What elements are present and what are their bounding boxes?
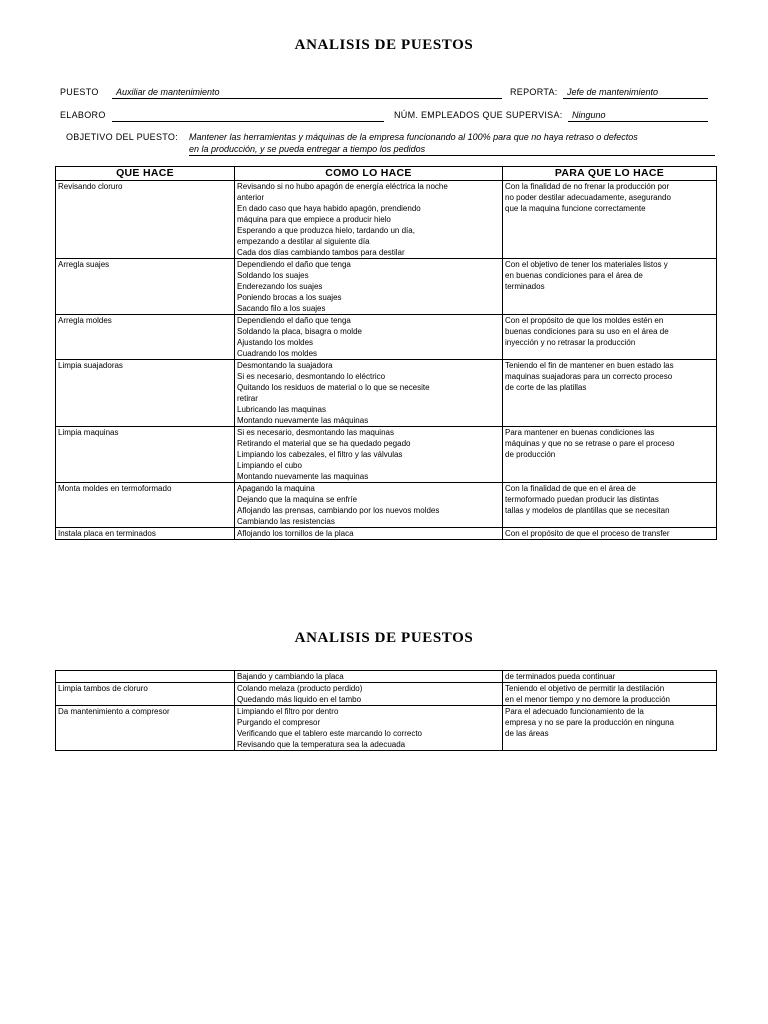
page-title: ANALISIS DE PUESTOS	[294, 37, 474, 53]
para-que-lo-hace-line: tallas y modelos de plantillas que se necesitan	[505, 506, 670, 515]
como-lo-hace-cell	[235, 360, 503, 427]
que-hace-cell	[56, 315, 235, 360]
objetivo-label: OBJETIVO DEL PUESTO:	[66, 132, 179, 142]
como-lo-hace-line: En dado caso que haya habido apagón, prendiendo	[237, 204, 421, 213]
para-que-lo-hace-line: Con el propósito de que los moldes estén en	[505, 316, 664, 325]
page-title: ANALISIS DE PUESTOS	[294, 630, 474, 646]
como-lo-hace-line: máquina para que empiece a producir hielo	[237, 215, 391, 224]
que-hace-cell	[56, 683, 235, 706]
que-hace-cell	[56, 259, 235, 315]
table-row	[56, 315, 717, 360]
para-que-lo-hace-cell	[503, 528, 717, 540]
que-hace-text: Arregla suajes	[58, 260, 110, 269]
para-que-lo-hace-line: Teniendo el fin de mantener en buen estado las	[505, 361, 674, 370]
como-lo-hace-line: Aflojando las prensas, cambiando por los nuevos moldes	[237, 506, 440, 515]
para-que-lo-hace-cell	[503, 483, 717, 528]
que-hace-text: Limpia tambos de cloruro	[58, 684, 148, 693]
como-lo-hace-line: Lubricando las maquinas	[237, 405, 326, 414]
para-que-lo-hace-line: de terminados pueda continuar	[505, 672, 616, 681]
para-que-lo-hace-cell	[503, 427, 717, 483]
como-lo-hace-line: Desmontando la suajadora	[237, 361, 333, 370]
como-lo-hace-line: Limpiando el filtro por dentro	[237, 707, 339, 716]
para-que-lo-hace-line: Para mantener en buenas condiciones las	[505, 428, 655, 437]
para-que-lo-hace-cell	[503, 181, 717, 259]
como-lo-hace-line: Purgando el compresor	[237, 718, 321, 727]
elaboro-label: ELABORO	[60, 110, 106, 120]
como-lo-hace-line: Revisando si no hubo apagón de energía eléctrica la noche	[237, 182, 448, 191]
como-lo-hace-line: Si es necesario, desmontando lo eléctrico	[237, 372, 386, 381]
como-lo-hace-line: Ajustando los moldes	[237, 338, 314, 347]
empleados-label: NÚM. EMPLEADOS QUE SUPERVISA:	[394, 110, 563, 120]
para-que-lo-hace-line: buenas condiciones para su uso en el área de	[505, 327, 669, 336]
objetivo-field[interactable]	[189, 132, 715, 156]
como-lo-hace-line: Si es necesario, desmontando las maquinas	[237, 428, 394, 437]
puesto-label: PUESTO	[60, 87, 99, 97]
que-hace-text: Instala placa en terminados	[58, 529, 156, 538]
como-lo-hace-line: Dependiendo el daño que tenga	[237, 316, 351, 325]
como-lo-hace-line: Soldando los suajes	[237, 271, 309, 280]
como-lo-hace-line: Cambiando las resistencias	[237, 517, 335, 526]
objetivo-line: en la producción, y se pueda entregar a tiempo los pedidos	[189, 143, 426, 154]
para-que-lo-hace-line: Con el objetivo de tener los materiales listos y	[505, 260, 668, 269]
como-lo-hace-line: anterior	[237, 193, 265, 202]
table-row	[56, 360, 717, 427]
para-que-lo-hace-line: Con la finalidad de no frenar la producción por	[505, 182, 670, 191]
como-lo-hace-line: Quedando más liquido en el tambo	[237, 695, 362, 704]
como-lo-hace-cell	[235, 427, 503, 483]
como-lo-hace-line: Limpiando los cabezales, el filtro y las válvulas	[237, 450, 403, 459]
como-lo-hace-line: Soldando la placa, bisagra o molde	[237, 327, 362, 336]
column-header-como-lo-hace: COMO LO HACE	[235, 167, 503, 181]
table-row	[56, 181, 717, 259]
como-lo-hace-line: Aflojando los tornillos de la placa	[237, 529, 354, 538]
empleados-field[interactable]: Ninguno	[568, 110, 708, 122]
para-que-lo-hace-line: termoformado puedan producir las distintas	[505, 495, 659, 504]
como-lo-hace-line: Enderezando los suajes	[237, 282, 323, 291]
como-lo-hace-line: Retirando el material que se ha quedado pegado	[237, 439, 411, 448]
para-que-lo-hace-line: Con el propósito de que el proceso de transfer	[505, 529, 670, 538]
table-row	[56, 671, 717, 683]
table-row	[56, 427, 717, 483]
para-que-lo-hace-cell	[503, 360, 717, 427]
elaboro-field[interactable]	[112, 110, 384, 122]
como-lo-hace-cell	[235, 528, 503, 540]
que-hace-cell	[56, 671, 235, 683]
objetivo-line: Mantener las herramientas y máquinas de la empresa funcionando al 100% para que no haya retraso o defectos	[189, 132, 638, 142]
como-lo-hace-cell	[235, 706, 503, 751]
que-hace-text: Revisando cloruro	[58, 182, 123, 191]
que-hace-cell	[56, 528, 235, 540]
como-lo-hace-line: Montando nuevamente las máquinas	[237, 416, 369, 425]
como-lo-hace-line: Poniendo brocas a los suajes	[237, 293, 342, 302]
table-row	[56, 259, 717, 315]
que-hace-text: Da mantenimiento a compresor	[58, 707, 170, 716]
como-lo-hace-line: Cuadrando los moldes	[237, 349, 318, 358]
como-lo-hace-line: Sacando filo a los suajes	[237, 304, 326, 313]
para-que-lo-hace-cell	[503, 259, 717, 315]
como-lo-hace-cell	[235, 483, 503, 528]
para-que-lo-hace-line: máquinas y que no se retrase o pare el proceso	[505, 439, 675, 448]
como-lo-hace-line: Verificando que el tablero este marcando lo correcto	[237, 729, 422, 738]
job-analysis-table	[55, 166, 717, 540]
table-row	[56, 483, 717, 528]
que-hace-cell	[56, 483, 235, 528]
reporta-label: REPORTA:	[510, 87, 558, 97]
para-que-lo-hace-line: en el menor tiempo y no demore la producción	[505, 695, 670, 704]
que-hace-text: Limpia suajadoras	[58, 361, 123, 370]
como-lo-hace-line: Limpiando el cubo	[237, 461, 302, 470]
para-que-lo-hace-line: de producción	[505, 450, 556, 459]
para-que-lo-hace-line: empresa y no se pare la producción en ninguna	[505, 718, 674, 727]
para-que-lo-hace-cell	[503, 683, 717, 706]
para-que-lo-hace-cell	[503, 671, 717, 683]
que-hace-text: Arregla moldes	[58, 316, 112, 325]
para-que-lo-hace-cell	[503, 315, 717, 360]
que-hace-cell	[56, 360, 235, 427]
como-lo-hace-line: retirar	[237, 394, 258, 403]
reporta-field[interactable]: Jefe de mantenimiento	[563, 87, 708, 99]
para-que-lo-hace-line: inyección y no retrasar la producción	[505, 338, 636, 347]
como-lo-hace-cell	[235, 683, 503, 706]
que-hace-text: Limpia maquinas	[58, 428, 119, 437]
para-que-lo-hace-line: de las áreas	[505, 729, 549, 738]
puesto-field[interactable]: Auxiliar de mantenimiento	[112, 87, 502, 99]
como-lo-hace-line: Esperando a que produzca hielo, tardando un día,	[237, 226, 415, 235]
como-lo-hace-line: Montando nuevamente las maquinas	[237, 472, 369, 481]
como-lo-hace-line: Revisando que la temperatura sea la adecuada	[237, 740, 406, 749]
como-lo-hace-cell	[235, 315, 503, 360]
para-que-lo-hace-line: Teniendo el objetivo de permitir la destilación	[505, 684, 665, 693]
como-lo-hace-line: Cada dos días cambiando tambos para destilar	[237, 248, 405, 257]
como-lo-hace-cell	[235, 259, 503, 315]
que-hace-cell	[56, 706, 235, 751]
table-row	[56, 706, 717, 751]
para-que-lo-hace-line: no poder destilar adecuadamente, asegurando	[505, 193, 671, 202]
como-lo-hace-cell	[235, 181, 503, 259]
que-hace-cell	[56, 181, 235, 259]
como-lo-hace-line: Apagando la maquina	[237, 484, 315, 493]
como-lo-hace-line: empezando a destilar al siguiente día	[237, 237, 370, 246]
table-row	[56, 683, 717, 706]
para-que-lo-hace-line: Para el adecuado funcionamiento de la	[505, 707, 644, 716]
para-que-lo-hace-cell	[503, 706, 717, 751]
como-lo-hace-line: Bajando y cambiando la placa	[237, 672, 344, 681]
como-lo-hace-cell	[235, 671, 503, 683]
como-lo-hace-line: Dependiendo el daño que tenga	[237, 260, 351, 269]
para-que-lo-hace-line: terminados	[505, 282, 545, 291]
como-lo-hace-line: Quitando los residuos de material o lo que se necesite	[237, 383, 430, 392]
como-lo-hace-line: Dejando que la maquina se enfríe	[237, 495, 358, 504]
como-lo-hace-line: Colando melaza (producto perdido)	[237, 684, 363, 693]
table-row	[56, 528, 717, 540]
para-que-lo-hace-line: Con la finalidad de que en el área de	[505, 484, 636, 493]
para-que-lo-hace-line: de corte de las platillas	[505, 383, 587, 392]
job-analysis-table-continued	[55, 670, 717, 751]
para-que-lo-hace-line: que la maquina funcione correctamente	[505, 204, 646, 213]
table-header-row	[56, 167, 717, 181]
column-header-que-hace: QUE HACE	[56, 167, 235, 181]
para-que-lo-hace-line: en buenas condiciones para el área de	[505, 271, 643, 280]
para-que-lo-hace-line: maquinas suajadoras para un correcto proceso	[505, 372, 673, 381]
que-hace-cell	[56, 427, 235, 483]
column-header-para-que-lo-hace: PARA QUE LO HACE	[503, 167, 717, 181]
que-hace-text: Monta moldes en termoformado	[58, 484, 172, 493]
